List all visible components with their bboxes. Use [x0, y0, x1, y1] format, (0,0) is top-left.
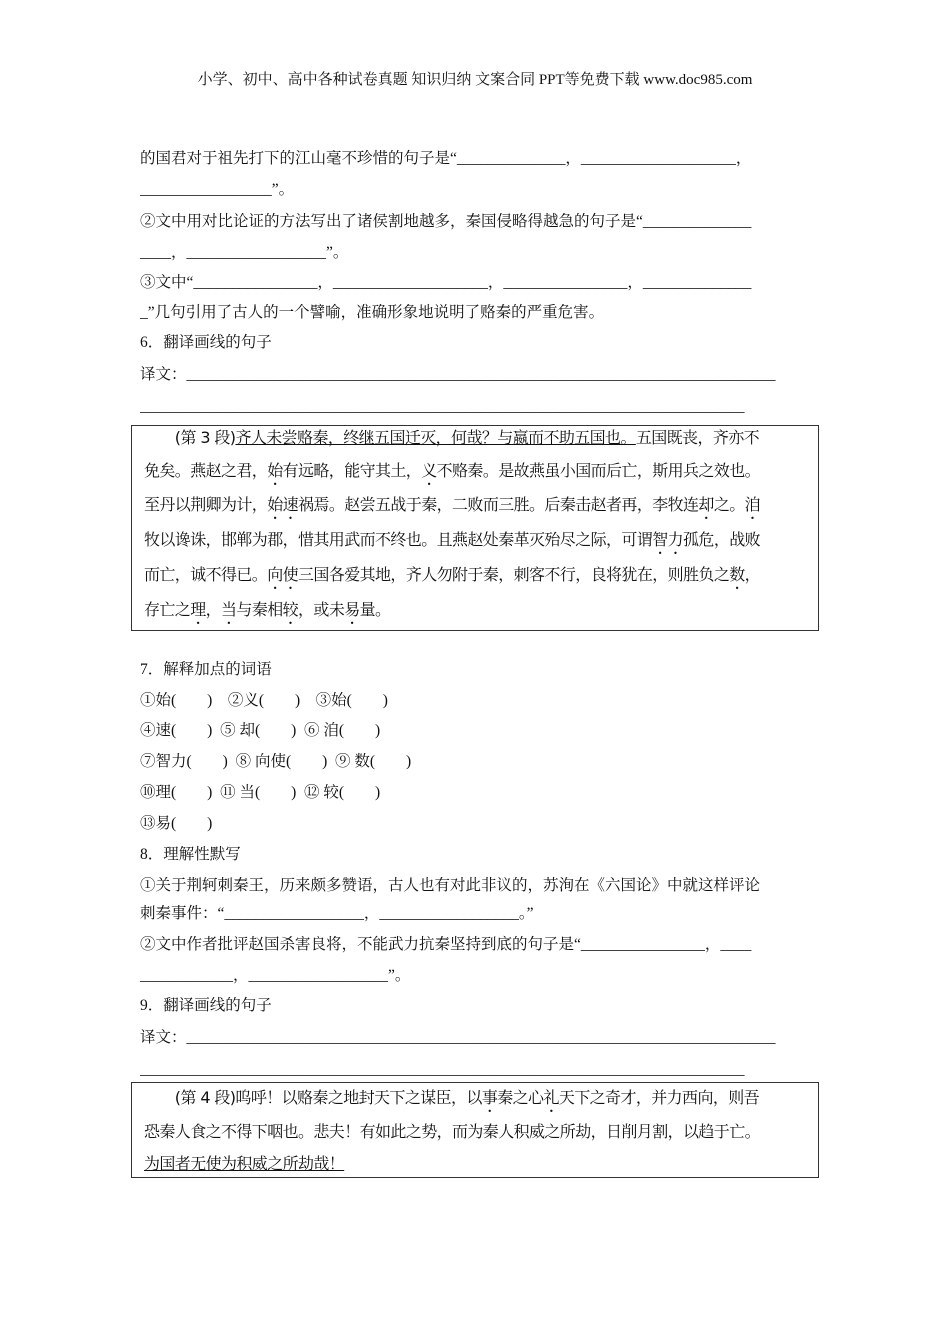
- dotted-word: 智力: [652, 530, 684, 549]
- passage-text: 有远略，能守其土，: [282, 461, 422, 480]
- text-line: ③文中“________________，____________________，________________，______________: [140, 274, 752, 291]
- passage-text: (第 3 段): [144, 428, 236, 447]
- text-line: ⑩理( ) ⑪ 当( ) ⑫ 较( ): [140, 784, 381, 801]
- dotted-word: 向使: [267, 565, 299, 584]
- text-line: 译文：____________________________________________________________________________: [140, 366, 776, 383]
- passage-paragraph-3: [131, 425, 819, 631]
- passage-text: 秦之心: [497, 1088, 544, 1107]
- dotted-word: 始: [267, 461, 283, 480]
- passage-line: [144, 427, 759, 449]
- dotted-word: 礼: [543, 1088, 559, 1107]
- passage-text: 三国各爱其地，齐人勿附于秦，刺客不行，良将犹在，则胜负之: [298, 565, 730, 584]
- dotted-word: 事: [481, 1088, 498, 1107]
- text-line: 8．理解性默写: [140, 846, 241, 863]
- text-line: 刺秦事件：“__________________，__________________。”: [140, 905, 534, 922]
- text-line: 7．解释加点的词语: [140, 661, 272, 678]
- passage-line: [144, 460, 760, 489]
- passage-line: [144, 529, 760, 558]
- text-line: _”几句引用了古人的一个譬喻，准确形象地说明了赂秦的严重危害。: [140, 304, 605, 321]
- text-line: ____________，__________________”。: [140, 967, 411, 984]
- text-line: ____，__________________”。: [140, 244, 349, 261]
- dotted-word: 却: [698, 495, 714, 514]
- passage-line: [144, 1087, 759, 1116]
- underlined-sentence: 为国者无使为积威之所劫哉！: [144, 1154, 345, 1173]
- passage-line: [144, 1121, 760, 1143]
- passage-text: 量。: [359, 600, 391, 619]
- passage-paragraph-4: [131, 1082, 819, 1178]
- text-line: ④速( ) ⑤ 却( ) ⑥ 洎( ): [140, 722, 381, 739]
- passage-text: 牧以谗诛，邯郸为郡，惜其用武而不终也。且燕赵处秦革灭殆尽之际，可谓: [144, 530, 653, 549]
- passage-text: 至丹以荆卿为计，: [144, 495, 268, 514]
- text-line: ______________________________________________________________________________: [140, 1061, 745, 1078]
- passage-text: 而亡，诚不得已。: [144, 565, 268, 584]
- dotted-word: 当: [221, 600, 237, 619]
- passage-line: [144, 1153, 344, 1175]
- text-line: ⑬易( ): [140, 815, 213, 832]
- page-header: 小学、初中、高中各种试卷真题 知识归纳 文案合同 PPT等免费下载 www.doc985.com: [197, 72, 753, 88]
- dotted-word: 理: [190, 600, 206, 619]
- passage-text: ，或未: [298, 600, 345, 619]
- underlined-sentence: 齐人未尝赂秦，终继五国迁灭，何哉？与嬴而不助五国也。: [235, 428, 636, 447]
- passage-text: 不赂秦。是故燕虽小国而后亡，斯用兵之效也。: [436, 461, 761, 480]
- dotted-word: 易: [344, 600, 360, 619]
- passage-text: 之。: [713, 495, 745, 514]
- passage-text: 祸焉。赵尝五战于秦，二败而三胜。后秦击赵者再，李牧连: [298, 495, 699, 514]
- dotted-word: 较: [282, 600, 299, 619]
- passage-text: 免矣。燕赵之君，: [144, 461, 268, 480]
- passage-text: 孤危，战败: [683, 530, 761, 549]
- dotted-word: 数: [729, 565, 745, 584]
- passage-line: [144, 564, 760, 593]
- dotted-word: 义: [421, 461, 437, 480]
- passage-text: 天下之奇才，并力西向，则吾: [558, 1088, 760, 1107]
- text-line: _________________”。: [140, 181, 295, 198]
- passage-text: (第 4 段)呜呼！以赂秦之地封天下之谋臣，以: [144, 1088, 482, 1107]
- text-line: 6．翻译画线的句子: [140, 334, 272, 351]
- passage-text: ，: [744, 565, 761, 584]
- text-line: ______________________________________________________________________________: [140, 398, 745, 415]
- dotted-word: 始速: [267, 495, 299, 514]
- text-line: ②文中作者批评赵国杀害良将，不能武力抗秦坚持到底的句子是“________________，____: [140, 936, 752, 953]
- passage-text: ，: [205, 600, 222, 619]
- text-line: ⑦智力( ) ⑧ 向使( ) ⑨ 数( ): [140, 753, 412, 770]
- passage-text: 恐秦人食之不得下咽也。悲夫！有如此之势，而为秦人积威之所劫，日削月割，以趋于亡。: [144, 1122, 761, 1141]
- passage-text: 存亡之: [144, 600, 191, 619]
- passage-text: 五国既丧，齐亦不: [635, 428, 760, 447]
- text-line: 译文：____________________________________________________________________________: [140, 1029, 776, 1046]
- passage-line: [144, 494, 760, 523]
- text-line: ①关于荆轲刺秦王，历来颇多赞语，古人也有对此非议的，苏洵在《六国论》中就这样评论: [140, 877, 761, 894]
- passage-text: 与秦相: [236, 600, 283, 619]
- text-line: 9．翻译画线的句子: [140, 997, 272, 1014]
- dotted-word: 洎: [744, 495, 761, 514]
- text-line: ①始( ) ②义( ) ③始( ): [140, 692, 388, 709]
- passage-line: [144, 599, 390, 628]
- text-line: ②文中用对比论证的方法写出了诸侯割地越多，秦国侵略得越急的句子是“______________: [140, 213, 752, 230]
- text-line: 的国君对于祖先打下的江山毫不珍惜的句子是“______________，____________________，: [140, 150, 752, 167]
